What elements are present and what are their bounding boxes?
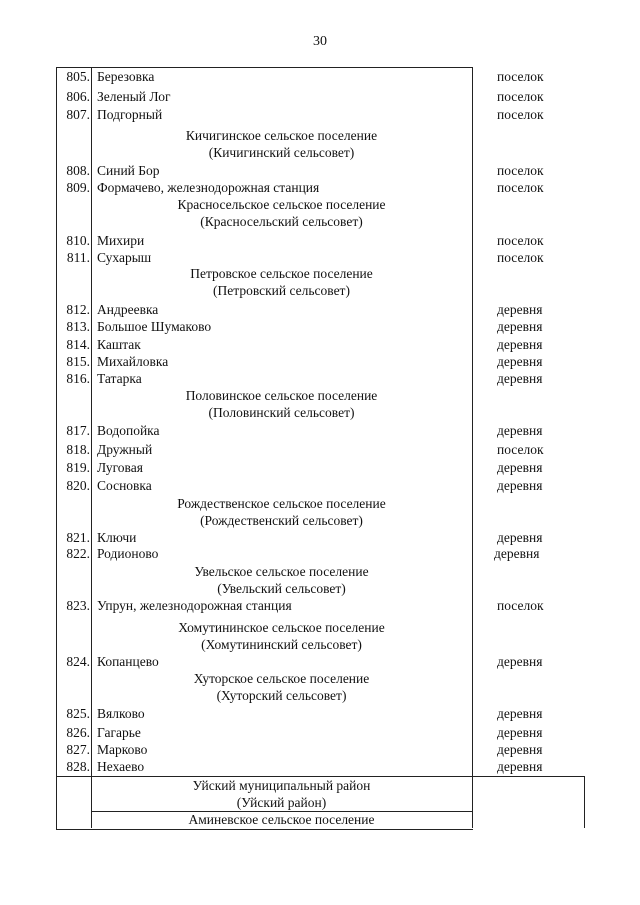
row-name: Родионово xyxy=(97,546,159,561)
row-type: деревня xyxy=(497,478,543,493)
table-row xyxy=(56,653,576,671)
row-name: Михайловка xyxy=(97,354,169,369)
table-row xyxy=(56,353,576,371)
settlement-heading xyxy=(91,196,472,230)
row-number: 828. xyxy=(66,759,90,774)
row-number: 822. xyxy=(66,546,90,561)
row-name: Татарка xyxy=(97,371,142,386)
row-number: 814. xyxy=(66,337,90,352)
row-name: Большое Шумаково xyxy=(97,319,212,334)
page-number: 30 xyxy=(313,34,327,49)
row-number: 826. xyxy=(66,725,90,740)
row-number: 816. xyxy=(66,371,90,386)
row-number: 817. xyxy=(66,423,90,438)
row-name: Упрун, железнодорожная станция xyxy=(97,598,292,613)
row-number: 807. xyxy=(66,107,90,122)
row-name: Андреевка xyxy=(97,302,159,317)
row-type: деревня xyxy=(497,302,543,317)
settlement-heading xyxy=(91,670,472,704)
table-row xyxy=(56,545,576,563)
row-name: Подгорный xyxy=(97,107,163,122)
row-name: Зеленый Лог xyxy=(97,89,171,104)
row-type: поселок xyxy=(497,250,544,265)
table-row xyxy=(56,88,576,106)
district-heading xyxy=(91,777,472,811)
settlement-heading xyxy=(91,811,472,828)
settlement-heading-council: (Рождественский сельсовет) xyxy=(200,513,363,528)
row-type: поселок xyxy=(497,69,544,84)
settlement-heading xyxy=(91,127,472,161)
row-type: деревня xyxy=(494,546,540,561)
row-number: 810. xyxy=(66,233,90,248)
row-type: деревня xyxy=(497,460,543,475)
row-number: 812. xyxy=(66,302,90,317)
row-type: деревня xyxy=(497,706,543,721)
row-number: 809. xyxy=(66,180,90,195)
row-number: 818. xyxy=(66,442,90,457)
table-row xyxy=(56,318,576,336)
table-row xyxy=(56,705,576,723)
settlement-heading-council: (Увельский сельсовет) xyxy=(217,581,346,596)
settlement-heading-name: Рождественское сельское поселение xyxy=(177,496,386,511)
settlement-heading-name: Хомутининское сельское поселение xyxy=(178,620,385,635)
table-row xyxy=(56,301,576,319)
row-name: Ключи xyxy=(97,530,137,545)
row-type: поселок xyxy=(497,598,544,613)
row-type: деревня xyxy=(497,759,543,774)
row-name: Михири xyxy=(97,233,145,248)
row-number: 806. xyxy=(66,89,90,104)
settlement-heading xyxy=(91,265,472,299)
settlement-heading xyxy=(91,619,472,653)
settlement-heading-name: Аминевское сельское поселение xyxy=(188,812,375,827)
table-row xyxy=(56,741,576,759)
row-number: 824. xyxy=(66,654,90,669)
row-type: деревня xyxy=(497,423,543,438)
settlement-heading-council: (Кичигинский сельсовет) xyxy=(208,145,355,160)
row-name: Каштак xyxy=(97,337,141,352)
table-row xyxy=(56,459,576,477)
row-type: поселок xyxy=(497,442,544,457)
row-type: поселок xyxy=(497,233,544,248)
row-type: деревня xyxy=(497,354,543,369)
settlement-heading-name: Красносельское сельское поселение xyxy=(177,197,386,212)
row-number: 821. xyxy=(66,530,90,545)
row-name: Синий Бор xyxy=(97,163,160,178)
row-number: 811. xyxy=(66,250,90,265)
row-name: Луговая xyxy=(97,460,143,475)
row-number: 823. xyxy=(66,598,90,613)
row-type: деревня xyxy=(497,530,543,545)
row-type: деревня xyxy=(497,319,543,334)
row-type: деревня xyxy=(497,654,543,669)
table-row xyxy=(56,68,576,86)
row-type: деревня xyxy=(497,371,543,386)
district-heading-short: (Уйский район) xyxy=(236,795,327,810)
row-name: Березовка xyxy=(97,69,155,84)
table-row xyxy=(56,758,576,776)
row-type: поселок xyxy=(497,107,544,122)
row-number: 820. xyxy=(66,478,90,493)
settlement-heading-council: (Красносельский сельсовет) xyxy=(200,214,363,229)
settlement-heading-name: Увельское сельское поселение xyxy=(194,564,369,579)
row-number: 805. xyxy=(66,69,90,84)
row-name: Марково xyxy=(97,742,148,757)
row-number: 815. xyxy=(66,354,90,369)
row-name: Копанцево xyxy=(97,654,159,669)
row-type: поселок xyxy=(497,180,544,195)
table-row xyxy=(56,422,576,440)
table-row xyxy=(56,106,576,124)
settlement-heading-council: (Хомутининский сельсовет) xyxy=(201,637,362,652)
settlement-heading-council: (Хуторский сельсовет) xyxy=(216,688,347,703)
row-type: деревня xyxy=(497,337,543,352)
row-number: 819. xyxy=(66,460,90,475)
table-row xyxy=(56,162,576,180)
settlement-heading-name: Петровское сельское поселение xyxy=(190,266,373,281)
district-heading-name: Уйский муниципальный район xyxy=(192,778,371,793)
table-row xyxy=(56,597,576,615)
row-number: 827. xyxy=(66,742,90,757)
settlement-heading xyxy=(91,387,472,421)
row-name: Гагарье xyxy=(97,725,141,740)
row-name: Сосновка xyxy=(97,478,152,493)
settlement-heading-name: Половинское сельское поселение xyxy=(185,388,378,403)
row-name: Сухарыш xyxy=(97,250,152,265)
table-row xyxy=(56,232,576,250)
settlement-heading-name: Кичигинское сельское поселение xyxy=(185,128,378,143)
table-row xyxy=(56,724,576,742)
table-row xyxy=(56,441,576,459)
row-name: Водопойка xyxy=(97,423,160,438)
row-type: деревня xyxy=(497,725,543,740)
row-name: Дружный xyxy=(97,442,153,457)
settlement-heading-name: Хуторское сельское поселение xyxy=(193,671,370,686)
row-name: Формачево, железнодорожная станция xyxy=(97,180,320,195)
settlement-heading-council: (Половинский сельсовет) xyxy=(208,405,355,420)
settlement-heading xyxy=(91,495,472,529)
table-row xyxy=(56,477,576,495)
row-type: деревня xyxy=(497,742,543,757)
column-divider-right xyxy=(584,776,585,828)
settlement-heading-council: (Петровский сельсовет) xyxy=(213,283,350,298)
row-number: 825. xyxy=(66,706,90,721)
row-type: поселок xyxy=(497,89,544,104)
settlement-heading xyxy=(91,563,472,597)
row-number: 808. xyxy=(66,163,90,178)
row-name: Вялково xyxy=(97,706,145,721)
table-row xyxy=(56,179,576,197)
table-row xyxy=(56,336,576,354)
row-number: 813. xyxy=(66,319,90,334)
row-type: поселок xyxy=(497,163,544,178)
row-name: Нехаево xyxy=(97,759,145,774)
table-row xyxy=(56,370,576,388)
